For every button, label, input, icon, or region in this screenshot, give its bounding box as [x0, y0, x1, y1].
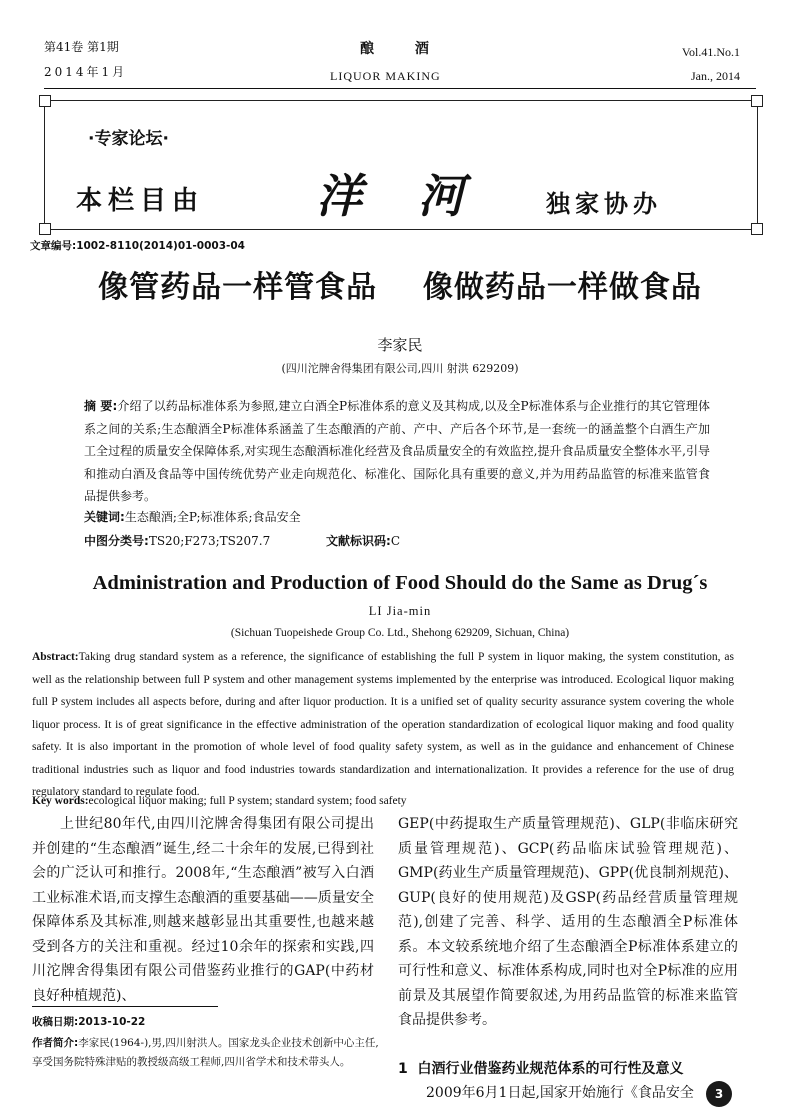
banner-corner — [751, 223, 763, 235]
banner-corner — [751, 95, 763, 107]
article-number: 文章编号:1002-8110(2014)01-0003-04 — [30, 240, 245, 252]
section-1-text: 2009年6月1日起,国家开始施行《食品安全 — [426, 1085, 694, 1101]
classification-label: 中图分类号: — [84, 534, 149, 548]
received-date — [32, 1014, 145, 1029]
body-left-column — [32, 812, 374, 1008]
abstract-cn-label: 摘 要: — [84, 399, 118, 413]
classification-text: TS20;F273;TS207.7 — [148, 534, 271, 548]
section-1-heading: 1 白酒行业借鉴药业规范体系的可行性及意义 — [398, 1061, 684, 1077]
header-volume-en: Vol.41.No.1 — [681, 45, 740, 59]
abstract-en-text: Taking drug standard system as a reference, the significance of establishing the full P system in liquor making, the system constitution, as well as the relationship between full P system and other management systems implemented by the enterprise was introduced. Ecological liquor making full P system includes all aspects before, during and after liquor production. It is a unified set of quality security assurance system covering the whole liquor process. It is of great significance in the effective administration of the operation standardization of ecological liquor making and food quality safety. It is also important in the promotion of whole level of food quality safety system, as well as in the guidance and enhancement of Chinese traditional industries such as liquor and food industries towards standardization and internationalization. It provides a reference for the use of drug regulatory standard to regulate food. — [32, 651, 734, 798]
keywords-en-label: Key words: — [32, 795, 89, 807]
affiliation-cn: (四川沱牌舍得集团有限公司,四川 射洪 629209) — [281, 362, 519, 375]
header-volume: 第41卷 第1期 — [44, 40, 119, 54]
banner-corner — [39, 223, 51, 235]
abstract-en — [32, 646, 734, 804]
document-code-label: 文献标识码: — [326, 534, 391, 548]
header-journal-cn: 酿 酒 — [360, 41, 447, 57]
keywords-en — [32, 795, 407, 807]
body-left-paragraph: 上世纪80年代,由四川沱牌舍得集团有限公司提出并创建的“生态酿酒”诞生,经二十余年的发展,已得到社会的广泛认可和推行。2008年,“生态酿酒”被写入白酒工业标准术语,而支撑生态酿酒的重要基础——质量安全保障体系及其标准,则越来越彰显出其重要性,也越来越受到各方的关注和重视。经过10余年的探索和实践,四川沱牌舍得集团有限公司借鉴药业推行的GAP(中药材良好种植规范)、 — [32, 816, 374, 1004]
title-en: Administration and Production of Food Should do the Same as Drug´s — [92, 572, 708, 594]
body-right-column — [398, 812, 738, 1033]
banner-column-name: ·专家论坛· — [88, 129, 169, 149]
author-bio — [32, 1034, 382, 1072]
author-en: LI Jia-min — [368, 604, 432, 618]
author-bio-text: 李家民(1964-),男,四川射洪人。国家龙头企业技术创新中心主任,享受国务院特殊津贴的教授级高级工程师,四川省学术和技术带头人。 — [32, 1037, 379, 1068]
received-date-text: 收稿日期:2013-10-22 — [32, 1016, 146, 1028]
abstract-cn — [84, 395, 710, 508]
header-divider — [44, 88, 756, 89]
keywords-cn-text: 生态酿酒;全P;标准体系;食品安全 — [124, 510, 301, 524]
body-right-paragraph: GEP(中药提取生产质量管理规范)、GLP(非临床研究质量管理规范)、GCP(药品临床试验管理规范)、GMP(药业生产质量管理规范)、GPP(优良制剂规范)、GUP(良好的使用规范)及GSP(药品经营质量管理规范),创建了完善、科学、适用的生态酿酒全P标准体系。本文较系统地介绍了生态酿酒全P标准体系建立的可行性和意义、标准体系构成,同时也对全P标准的应用前景及其展望作简要叙述,为用药品监管的标准来监管食品提供参考。 — [398, 816, 738, 1028]
classification-number — [84, 532, 270, 549]
author-cn: 李家民 — [377, 336, 423, 354]
banner-corner — [39, 95, 51, 107]
keywords-en-text: ecological liquor making; full P system; standard system; food safety — [88, 795, 407, 807]
banner-right-text: 独家协办 — [546, 190, 662, 218]
header-journal-en: LIQUOR MAKING — [330, 69, 441, 83]
abstract-en-label: Abstract: — [32, 651, 79, 663]
keywords-cn-label: 关键词: — [84, 510, 125, 524]
document-code-text: C — [390, 534, 400, 548]
affiliation-en: (Sichuan Tuopeishede Group Co. Ltd., Shehong 629209, Sichuan, China) — [230, 627, 570, 639]
banner-left-text: 本栏目由 — [76, 186, 205, 216]
abstract-cn-text: 介绍了以药品标准体系为参照,建立白酒全P标准体系的意义及其构成,以及全P标准体系与企业推行的其它管理体系之间的关系;生态酿酒全P标准体系涵盖了生态酿酒的产前、产中、产后各个环节,是一套统一的涵盖整个白酒生产加工全过程的质量安全保障体系,对实现生态酿酒标准化经营及食品质量安全的有效监控,提升食品质量安全整体水平,引导和推动白酒及食品等中国传统优势产业走向规范化、标准化、国际化具有重要的意义,并为用药品监管的标准来监管食品提供参考。 — [84, 399, 710, 503]
title-cn: 像管药品一样管食品 像做药品一样做食品 — [98, 270, 702, 305]
document-code — [326, 532, 400, 549]
header-date: 2014年1月 — [44, 65, 128, 79]
banner-brand-logo: 洋河 — [316, 169, 520, 223]
footnote-divider — [32, 1006, 218, 1007]
keywords-cn — [84, 508, 301, 525]
header-date-en: Jan., 2014 — [691, 69, 740, 83]
author-bio-label: 作者简介: — [32, 1037, 79, 1049]
page-number: 3 — [706, 1081, 732, 1107]
